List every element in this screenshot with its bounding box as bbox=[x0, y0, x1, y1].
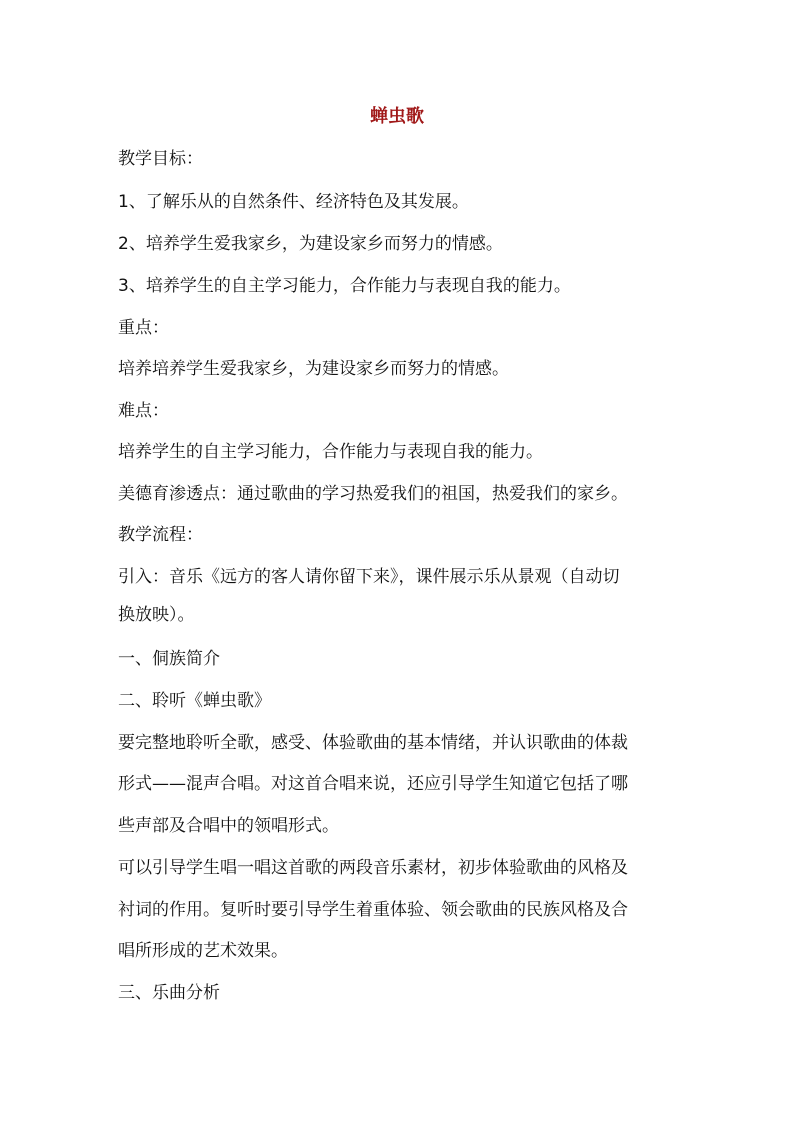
intro-paragraph-line-2: 换放映）。 bbox=[118, 605, 195, 625]
section-heading-1: 一、侗族简介 bbox=[118, 649, 220, 669]
intro-paragraph-line-1: 引入：音乐《远方的客人请你留下来》，课件展示乐从景观（自动切 bbox=[118, 567, 620, 587]
goal-item-2: 2、培养学生爱我家乡，为建设家乡而努力的情感。 bbox=[118, 234, 503, 254]
document-title: 蝉虫歌 bbox=[370, 106, 424, 127]
heading-key-point: 重点： bbox=[118, 318, 169, 338]
heading-difficulty: 难点： bbox=[118, 401, 169, 421]
section-heading-2: 二、聆听《蝉虫歌》 bbox=[118, 691, 271, 711]
section-heading-3: 三、乐曲分析 bbox=[118, 983, 220, 1003]
singing-paragraph-line-2: 衬词的作用。复听时要引导学生着重体验、领会歌曲的民族风格及合 bbox=[118, 900, 628, 920]
singing-paragraph-line-3: 唱所形成的艺术效果。 bbox=[118, 941, 288, 961]
heading-teaching-process: 教学流程： bbox=[118, 525, 203, 545]
goal-item-3: 3、培养学生的自主学习能力，合作能力与表现自我的能力。 bbox=[118, 276, 571, 296]
listening-paragraph-line-2: 形式——混声合唱。对这首合唱来说，还应引导学生知道它包括了哪 bbox=[118, 774, 628, 794]
goal-item-1: 1、了解乐从的自然条件、经济特色及其发展。 bbox=[118, 192, 469, 212]
difficulty-text: 培养学生的自主学习能力，合作能力与表现自我的能力。 bbox=[118, 442, 543, 462]
moral-education-text: 美德育渗透点：通过歌曲的学习热爱我们的祖国，热爱我们的家乡。 bbox=[118, 484, 628, 504]
singing-paragraph-line-1: 可以引导学生唱一唱这首歌的两段音乐素材，初步体验歌曲的风格及 bbox=[118, 858, 628, 878]
listening-paragraph-line-1: 要完整地聆听全歌，感受、体验歌曲的基本情绪，并认识歌曲的体裁 bbox=[118, 733, 628, 753]
key-point-text: 培养培养学生爱我家乡，为建设家乡而努力的情感。 bbox=[118, 359, 509, 379]
listening-paragraph-line-3: 些声部及合唱中的领唱形式。 bbox=[118, 816, 339, 836]
heading-teaching-goals: 教学目标： bbox=[118, 149, 203, 169]
